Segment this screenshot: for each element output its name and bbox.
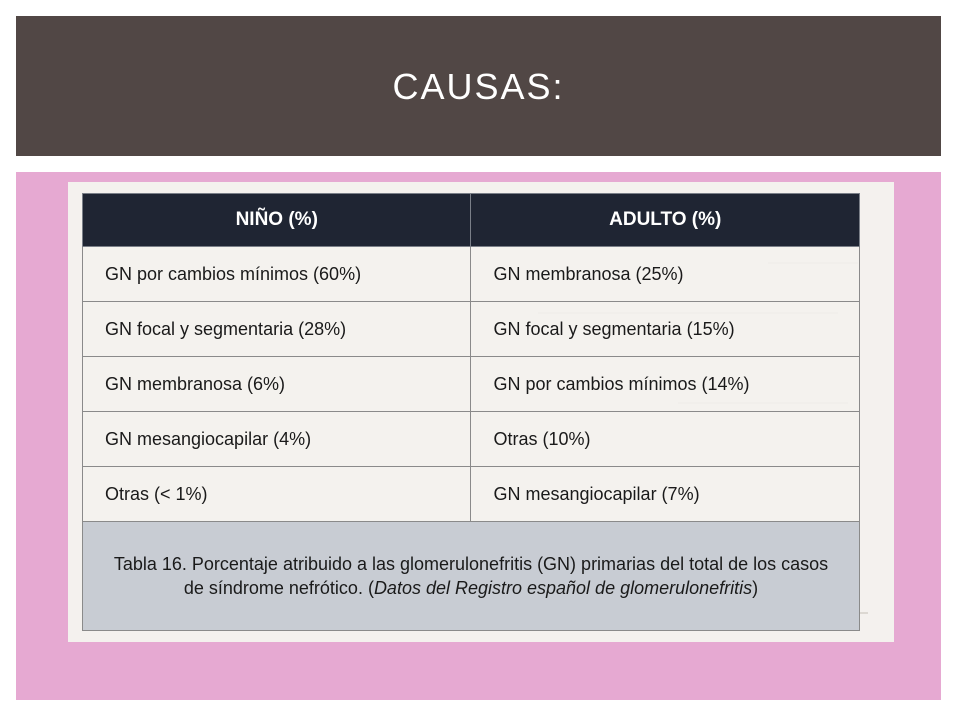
header-adult: ADULTO (%)	[471, 194, 860, 247]
caption-row	[83, 522, 860, 631]
cell-adult: GN focal y segmentaria (15%)	[471, 302, 860, 357]
cell-adult: GN mesangiocapilar (7%)	[471, 467, 860, 522]
caption-main: Tabla 16. Porcentaje atribuido a las glomerulonefritis (GN) primarias del total de los casos de síndrome nefrótico. (	[113, 554, 829, 598]
header-child: NIÑO (%)	[83, 194, 471, 247]
table-row	[83, 302, 860, 357]
table-row	[83, 412, 860, 467]
cell-child: GN mesangiocapilar (4%)	[83, 412, 471, 467]
cell-child: GN por cambios mínimos (60%)	[83, 247, 471, 302]
caption-source: Datos del Registro español de glomerulonefritis	[373, 578, 753, 598]
cell-child: Otras (< 1%)	[83, 467, 471, 522]
title-bar	[16, 16, 941, 156]
cell-adult: GN membranosa (25%)	[471, 247, 860, 302]
table-header-row	[83, 194, 860, 247]
table-caption	[83, 522, 860, 631]
cell-adult: Otras (10%)	[471, 412, 860, 467]
table-row	[83, 357, 860, 412]
table-row	[83, 247, 860, 302]
cell-adult: GN por cambios mínimos (14%)	[471, 357, 860, 412]
cell-child: GN membranosa (6%)	[83, 357, 471, 412]
table-row	[83, 467, 860, 522]
cell-child: GN focal y segmentaria (28%)	[83, 302, 471, 357]
scanned-table-image	[68, 182, 894, 642]
caption-end: )	[752, 578, 759, 598]
content-panel	[16, 172, 941, 700]
causes-table	[82, 193, 860, 631]
slide-title: CAUSAS:	[392, 66, 565, 107]
